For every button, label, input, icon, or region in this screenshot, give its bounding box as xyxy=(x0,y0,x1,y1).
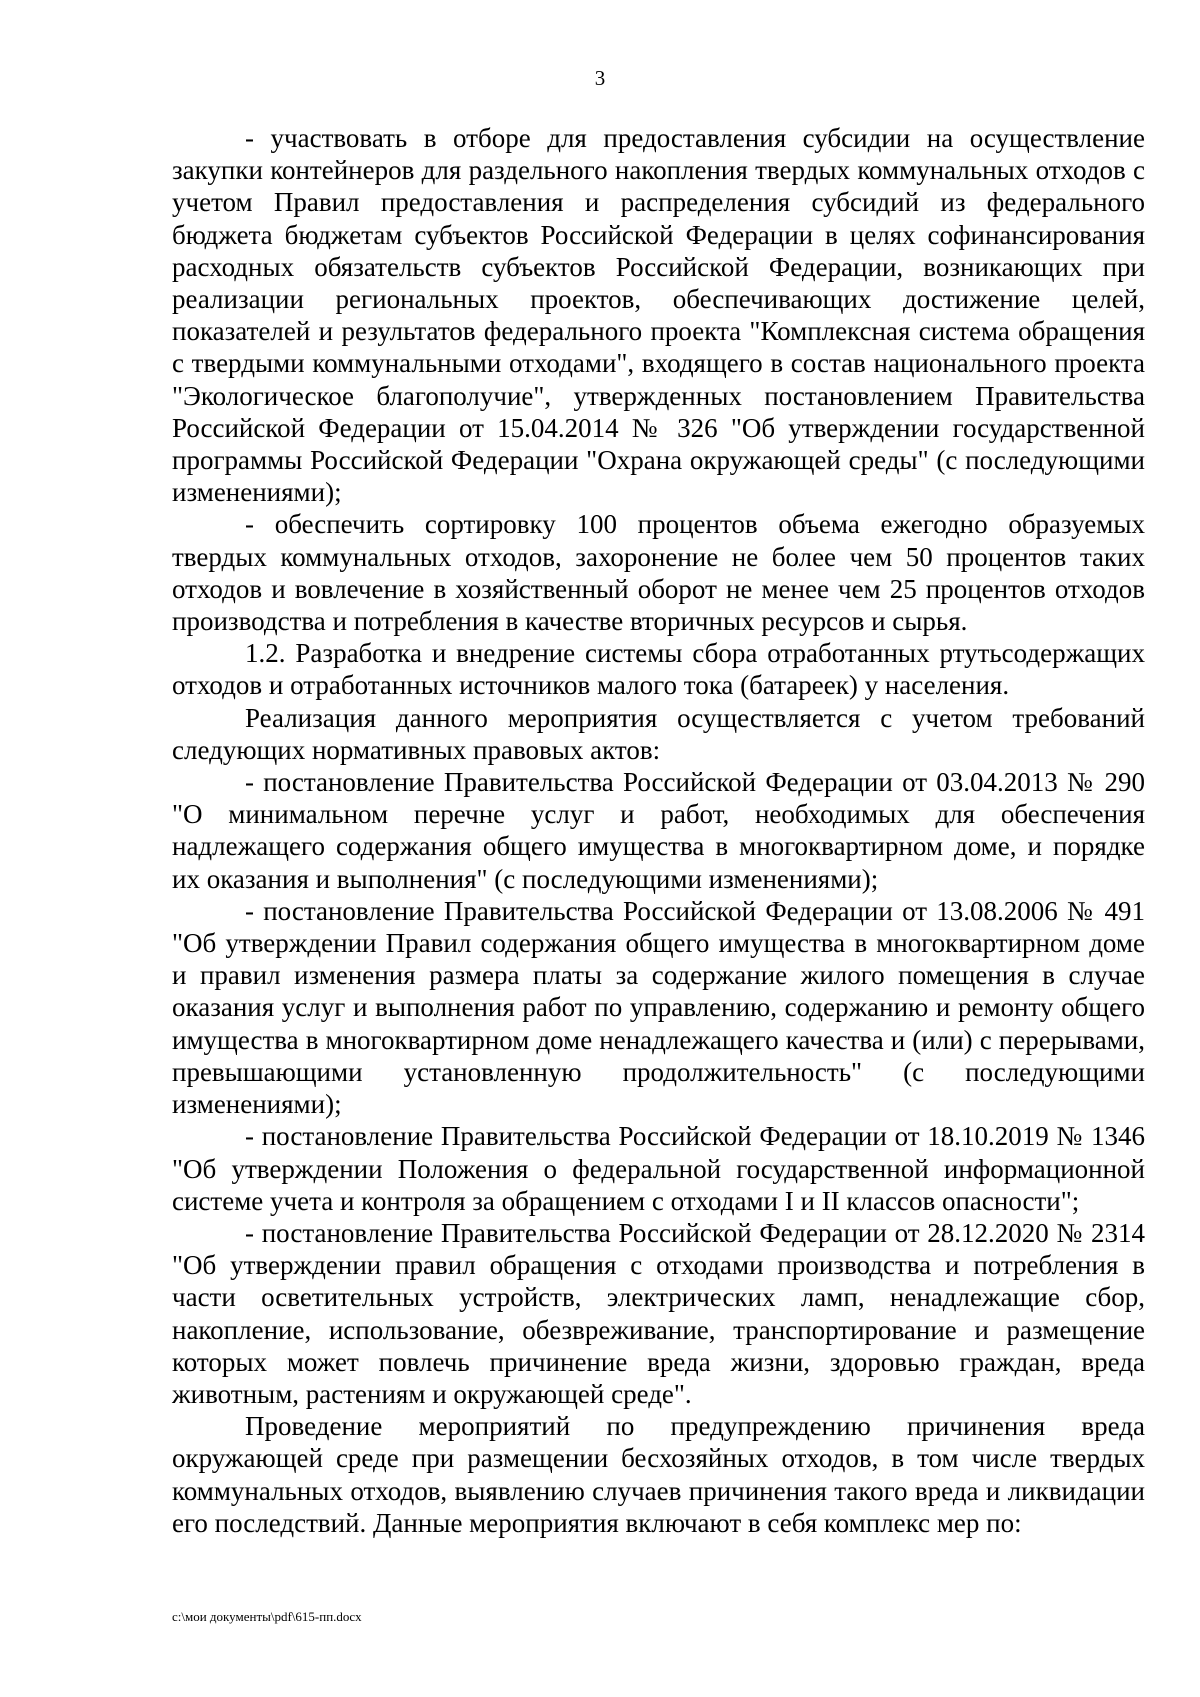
document-body xyxy=(172,122,1145,1539)
paragraph-waste-sorting: - обеспечить сортировку 100 процентов объема ежегодно образуемых твердых коммунальных отходов, захоронение не более чем 50 процентов таких отходов и вовлечение в хозяйственный оборот не менее чем 25 процентов отходов производства и потребления в качестве вторичных ресурсов и сырья. xyxy=(172,509,1145,637)
paragraph-section-1-2: 1.2. Разработка и внедрение системы сбора отработанных ртутьсодержащих отходов и отработанных источников малого тока (батареек) у населения. xyxy=(172,638,1145,701)
paragraph-subsidy-selection: - участвовать в отборе для предоставления субсидии на осуществление закупки контейнеров для раздельного накопления твердых коммунальных отходов с учетом Правил предоставления и распределения субсидий из федерального бюджета бюджетам субъектов Российской Федерации в целях софинансирования расходных обязательств субъектов Российской Федерации, возникающих при реализации региональных проектов, обеспечивающих достижение целей, показателей и результатов федерального проекта "Комплексная система обращения с твердыми коммунальными отходами", входящего в состав национального проекта "Экологическое благополучие", утвержденных постановлением Правительства Российской Федерации от 15.04.2014 № 326 "Об утверждении государственной программы Российской Федерации "Охрана окружающей среды" (с последующими изменениями); xyxy=(172,123,1145,508)
footer-file-path: c:\мои документы\pdf\615-пп.docx xyxy=(172,1609,362,1624)
page-number: 3 xyxy=(594,66,606,90)
paragraph-decree-290: - постановление Правительства Российской Федерации от 03.04.2013 № 290 "О минимальном перечне услуг и работ, необходимых для обеспечения надлежащего содержания общего имущества в многоквартирном доме, и порядке их оказания и выполнения" (с последующими изменениями); xyxy=(172,767,1145,894)
paragraph-decree-2314: - постановление Правительства Российской Федерации от 28.12.2020 № 2314 "Об утверждении правил обращения с отходами производства и потребления в части осветительных устройств, электрических ламп, ненадлежащие сбор, накопление, использование, обезвреживание, транспортирование и размещение которых может повлечь причинение вреда жизни, здоровью граждан, вреда животным, растениям и окружающей среде". xyxy=(172,1217,1145,1409)
paragraph-legal-acts-intro: Реализация данного мероприятия осуществляется с учетом требований следующих нормативных правовых актов: xyxy=(172,702,1145,765)
paragraph-decree-1346: - постановление Правительства Российской Федерации от 18.10.2019 № 1346 "Об утверждении Положения о федеральной государственной информационной системе учета и контроля за обращением с отходами I и II классов опасности"; xyxy=(172,1121,1145,1216)
paragraph-ownerless-waste: Проведение мероприятий по предупреждению причинения вреда окружающей среде при размещении бесхозяйных отходов, в том числе твердых коммунальных отходов, выявлению случаев причинения такого вреда и ликвидации его последствий. Данные мероприятия включают в себя комплекс мер по: xyxy=(172,1411,1145,1538)
paragraph-decree-491: - постановление Правительства Российской Федерации от 13.08.2006 № 491 "Об утверждении Правил содержания общего имущества в многоквартирном доме и правил изменения размера платы за содержание жилого помещения в случае оказания услуг и выполнения работ по управлению, содержанию и ремонту общего имущества в многоквартирном доме ненадлежащего качества и (или) с перерывами, превышающими установленную продолжительность" (с последующими изменениями); xyxy=(172,895,1145,1120)
